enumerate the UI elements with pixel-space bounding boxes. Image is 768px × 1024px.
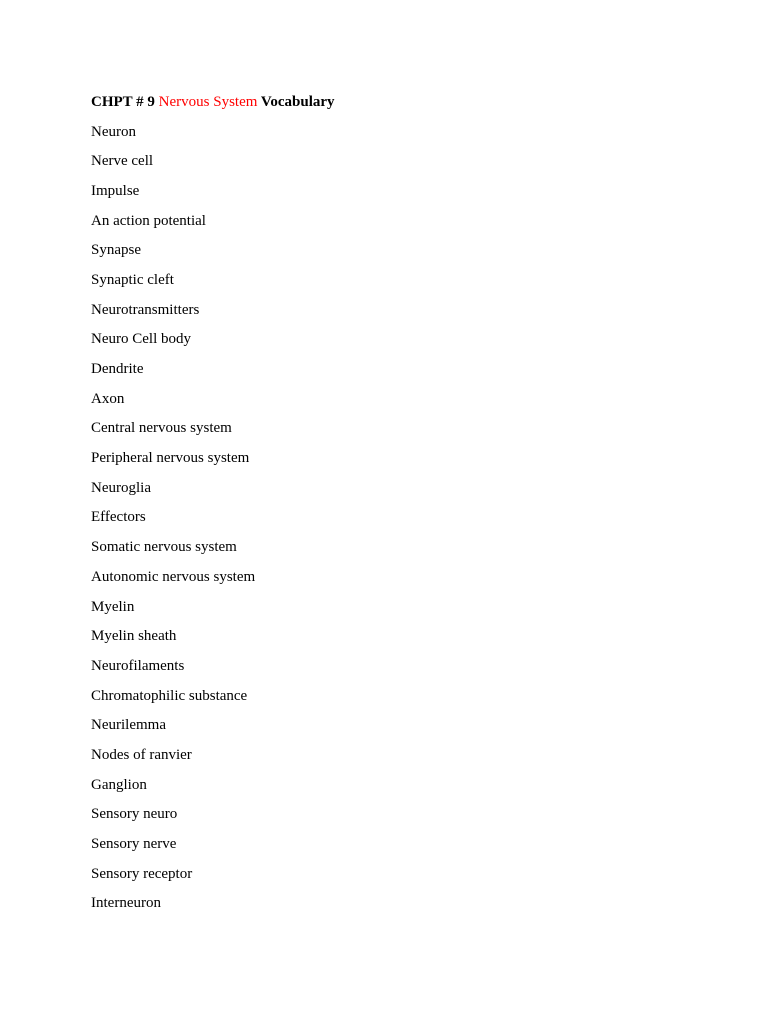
vocabulary-term: Neuro Cell body (91, 331, 191, 348)
title-suffix: Vocabulary (260, 94, 335, 110)
vocabulary-term: Somatic nervous system (91, 539, 237, 556)
vocabulary-term: Sensory neuro (91, 806, 178, 823)
vocabulary-term: Myelin (91, 598, 135, 615)
vocabulary-term: Autonomic nervous system (91, 568, 256, 585)
vocabulary-term: Synaptic cleft (91, 271, 174, 288)
title-highlight: Nervous System (158, 94, 258, 110)
vocabulary-term: Neuron (91, 123, 136, 140)
vocabulary-term: Central nervous system (91, 420, 232, 437)
vocabulary-list (91, 122, 691, 914)
vocabulary-term: An action potential (91, 212, 206, 229)
vocabulary-term: Chromatophilic substance (91, 687, 248, 704)
vocabulary-term: Axon (91, 390, 125, 407)
vocabulary-term: Neurofilaments (91, 657, 185, 674)
vocabulary-term: Myelin sheath (91, 628, 177, 645)
vocabulary-term: Ganglion (91, 776, 147, 793)
vocabulary-term: Peripheral nervous system (91, 450, 250, 467)
title-prefix: CHPT # 9 (91, 94, 155, 110)
vocabulary-term: Neurilemma (91, 717, 166, 734)
vocabulary-term: Dendrite (91, 361, 144, 377)
page-title (91, 92, 691, 112)
vocabulary-term: Neuroglia (91, 479, 151, 496)
vocabulary-term: Nodes of ranvier (91, 746, 192, 763)
vocabulary-term: Neurotransmitters (91, 301, 200, 318)
vocabulary-term: Impulse (91, 182, 140, 199)
vocabulary-term: Sensory nerve (91, 836, 177, 852)
document-content (91, 92, 691, 923)
vocabulary-term: Sensory receptor (91, 865, 193, 882)
vocabulary-term: Synapse (91, 242, 141, 259)
vocabulary-term: Interneuron (91, 895, 161, 912)
vocabulary-term: Nerve cell (91, 153, 154, 170)
vocabulary-term: Effectors (91, 509, 146, 526)
